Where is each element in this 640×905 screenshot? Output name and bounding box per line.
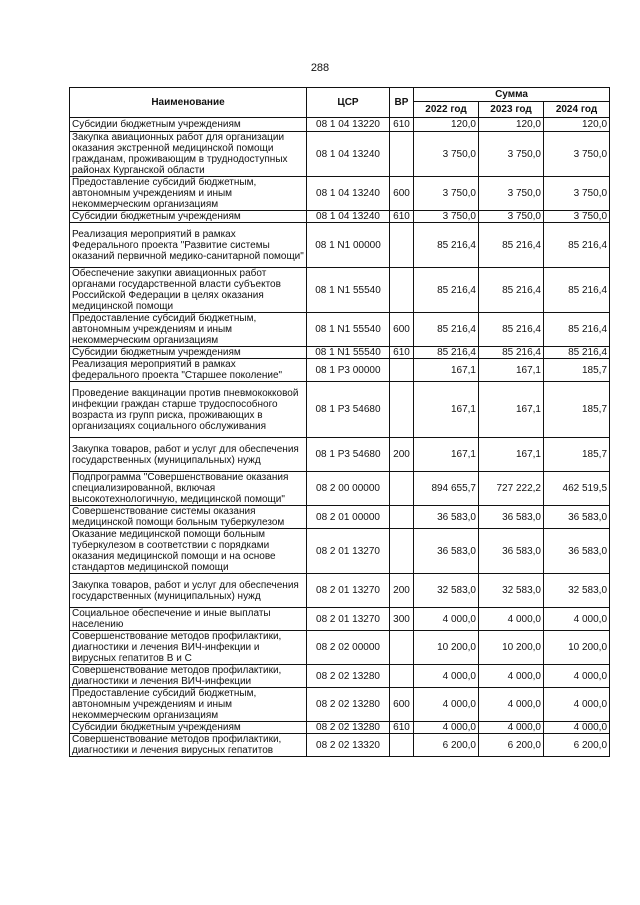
row-value-2023-cell: 3 750,0 bbox=[479, 211, 544, 223]
row-csr-cell: 08 1 N1 55540 bbox=[307, 268, 390, 313]
row-value-2023-cell: 3 750,0 bbox=[479, 177, 544, 211]
row-value-2022-cell: 85 216,4 bbox=[414, 313, 479, 347]
row-vr-cell bbox=[390, 268, 414, 313]
row-value-2024-cell: 3 750,0 bbox=[544, 211, 610, 223]
row-value-2022-cell: 3 750,0 bbox=[414, 132, 479, 177]
row-vr-cell bbox=[390, 359, 414, 382]
row-value-2022-cell: 167,1 bbox=[414, 359, 479, 382]
row-value-2022-cell: 32 583,0 bbox=[414, 574, 479, 608]
row-vr-cell bbox=[390, 223, 414, 268]
row-csr-cell: 08 1 04 13240 bbox=[307, 211, 390, 223]
row-value-2022-cell: 85 216,4 bbox=[414, 268, 479, 313]
table-row bbox=[70, 118, 610, 132]
header-name: Наименование bbox=[70, 88, 307, 118]
row-value-2023-cell: 85 216,4 bbox=[479, 347, 544, 359]
row-vr-cell bbox=[390, 665, 414, 688]
table-row bbox=[70, 177, 610, 211]
row-name-cell: Проведение вакцинации против пневмококковой инфекции граждан старше трудоспособного возраста из групп риска, проживающих в организациях социального обслуживания bbox=[70, 382, 307, 438]
header-vr: ВР bbox=[390, 88, 414, 118]
row-csr-cell: 08 2 02 13280 bbox=[307, 688, 390, 722]
row-csr-cell: 08 1 N1 00000 bbox=[307, 223, 390, 268]
row-value-2024-cell: 85 216,4 bbox=[544, 268, 610, 313]
table-row bbox=[70, 359, 610, 382]
row-value-2024-cell: 36 583,0 bbox=[544, 529, 610, 574]
table-row bbox=[70, 438, 610, 472]
row-value-2022-cell: 120,0 bbox=[414, 118, 479, 132]
row-csr-cell: 08 1 P3 54680 bbox=[307, 438, 390, 472]
row-csr-cell: 08 2 02 13280 bbox=[307, 665, 390, 688]
row-value-2024-cell: 3 750,0 bbox=[544, 177, 610, 211]
header-year-2024: 2024 год bbox=[544, 102, 610, 118]
table-row bbox=[70, 529, 610, 574]
page-number: 288 bbox=[310, 62, 330, 74]
row-value-2023-cell: 36 583,0 bbox=[479, 529, 544, 574]
row-name-cell: Подпрограмма "Совершенствование оказания специализированной, включая высокотехнологичную, медицинской помощи" bbox=[70, 472, 307, 506]
row-name-cell: Закупка товаров, работ и услуг для обеспечения государственных (муниципальных) нужд bbox=[70, 574, 307, 608]
row-csr-cell: 08 1 N1 55540 bbox=[307, 313, 390, 347]
row-value-2024-cell: 185,7 bbox=[544, 359, 610, 382]
row-value-2024-cell: 4 000,0 bbox=[544, 722, 610, 734]
row-vr-cell bbox=[390, 382, 414, 438]
row-value-2024-cell: 185,7 bbox=[544, 438, 610, 472]
row-value-2024-cell: 4 000,0 bbox=[544, 688, 610, 722]
row-vr-cell bbox=[390, 132, 414, 177]
table-row bbox=[70, 382, 610, 438]
row-csr-cell: 08 1 04 13220 bbox=[307, 118, 390, 132]
row-value-2022-cell: 10 200,0 bbox=[414, 631, 479, 665]
row-name-cell: Совершенствование методов профилактики, диагностики и лечения ВИЧ-инфекции bbox=[70, 665, 307, 688]
row-csr-cell: 08 1 04 13240 bbox=[307, 177, 390, 211]
row-value-2024-cell: 4 000,0 bbox=[544, 665, 610, 688]
row-csr-cell: 08 2 02 13280 bbox=[307, 722, 390, 734]
table-row bbox=[70, 313, 610, 347]
row-value-2022-cell: 3 750,0 bbox=[414, 177, 479, 211]
table-row bbox=[70, 223, 610, 268]
row-vr-cell bbox=[390, 734, 414, 757]
row-vr-cell bbox=[390, 472, 414, 506]
row-vr-cell: 610 bbox=[390, 722, 414, 734]
header-sum: Сумма bbox=[414, 88, 610, 102]
row-csr-cell: 08 2 01 13270 bbox=[307, 608, 390, 631]
row-name-cell: Субсидии бюджетным учреждениям bbox=[70, 118, 307, 132]
row-csr-cell: 08 2 00 00000 bbox=[307, 472, 390, 506]
row-name-cell: Совершенствование системы оказания медицинской помощи больным туберкулезом bbox=[70, 506, 307, 529]
row-value-2023-cell: 4 000,0 bbox=[479, 722, 544, 734]
row-name-cell: Предоставление субсидий бюджетным, автономным учреждениям и иным некоммерческим организациям bbox=[70, 177, 307, 211]
row-value-2022-cell: 4 000,0 bbox=[414, 688, 479, 722]
row-name-cell: Закупка товаров, работ и услуг для обеспечения государственных (муниципальных) нужд bbox=[70, 438, 307, 472]
row-value-2023-cell: 167,1 bbox=[479, 438, 544, 472]
row-value-2023-cell: 167,1 bbox=[479, 359, 544, 382]
table-row bbox=[70, 268, 610, 313]
row-csr-cell: 08 1 P3 54680 bbox=[307, 382, 390, 438]
row-csr-cell: 08 1 P3 00000 bbox=[307, 359, 390, 382]
row-value-2024-cell: 85 216,4 bbox=[544, 347, 610, 359]
row-value-2023-cell: 85 216,4 bbox=[479, 223, 544, 268]
header-year-2023: 2023 год bbox=[479, 102, 544, 118]
row-value-2023-cell: 4 000,0 bbox=[479, 688, 544, 722]
row-value-2023-cell: 85 216,4 bbox=[479, 313, 544, 347]
row-value-2023-cell: 85 216,4 bbox=[479, 268, 544, 313]
row-value-2024-cell: 36 583,0 bbox=[544, 506, 610, 529]
row-vr-cell: 600 bbox=[390, 313, 414, 347]
row-value-2024-cell: 185,7 bbox=[544, 382, 610, 438]
row-vr-cell: 610 bbox=[390, 211, 414, 223]
row-vr-cell: 600 bbox=[390, 688, 414, 722]
row-value-2024-cell: 32 583,0 bbox=[544, 574, 610, 608]
table-row bbox=[70, 722, 610, 734]
row-vr-cell: 200 bbox=[390, 574, 414, 608]
row-name-cell: Оказание медицинской помощи больным туберкулезом в соответствии с порядками оказания медицинской помощи и на основе стандартов медицинской помощи bbox=[70, 529, 307, 574]
row-csr-cell: 08 2 01 13270 bbox=[307, 529, 390, 574]
table-row bbox=[70, 608, 610, 631]
row-value-2024-cell: 3 750,0 bbox=[544, 132, 610, 177]
row-value-2024-cell: 85 216,4 bbox=[544, 223, 610, 268]
row-value-2023-cell: 4 000,0 bbox=[479, 608, 544, 631]
row-vr-cell: 600 bbox=[390, 177, 414, 211]
table-row bbox=[70, 574, 610, 608]
row-value-2022-cell: 85 216,4 bbox=[414, 347, 479, 359]
table-row bbox=[70, 688, 610, 722]
row-name-cell: Субсидии бюджетным учреждениям bbox=[70, 211, 307, 223]
row-name-cell: Закупка авиационных работ для организации оказания экстренной медицинской помощи гражданам, проживающим в труднодоступных районах Курганской области bbox=[70, 132, 307, 177]
row-value-2023-cell: 4 000,0 bbox=[479, 665, 544, 688]
row-name-cell: Субсидии бюджетным учреждениям bbox=[70, 347, 307, 359]
row-value-2022-cell: 167,1 bbox=[414, 438, 479, 472]
row-vr-cell bbox=[390, 529, 414, 574]
row-value-2022-cell: 6 200,0 bbox=[414, 734, 479, 757]
row-csr-cell: 08 2 01 13270 bbox=[307, 574, 390, 608]
row-value-2023-cell: 10 200,0 bbox=[479, 631, 544, 665]
row-vr-cell: 200 bbox=[390, 438, 414, 472]
row-name-cell: Обеспечение закупки авиационных работ органами государственной власти субъектов Российской Федерации в целях оказания медицинской помощи bbox=[70, 268, 307, 313]
row-value-2023-cell: 3 750,0 bbox=[479, 132, 544, 177]
row-value-2023-cell: 36 583,0 bbox=[479, 506, 544, 529]
table-row bbox=[70, 211, 610, 223]
row-value-2024-cell: 4 000,0 bbox=[544, 608, 610, 631]
row-name-cell: Совершенствование методов профилактики, диагностики и лечения ВИЧ-инфекции и вирусных гепатитов В и С bbox=[70, 631, 307, 665]
row-value-2023-cell: 6 200,0 bbox=[479, 734, 544, 757]
row-value-2022-cell: 894 655,7 bbox=[414, 472, 479, 506]
row-csr-cell: 08 2 01 00000 bbox=[307, 506, 390, 529]
row-value-2023-cell: 120,0 bbox=[479, 118, 544, 132]
table-body bbox=[70, 118, 610, 757]
row-value-2022-cell: 4 000,0 bbox=[414, 722, 479, 734]
row-name-cell: Предоставление субсидий бюджетным, автономным учреждениям и иным некоммерческим организациям bbox=[70, 688, 307, 722]
row-value-2022-cell: 167,1 bbox=[414, 382, 479, 438]
row-name-cell: Реализация мероприятий в рамках федерального проекта "Старшее поколение" bbox=[70, 359, 307, 382]
row-value-2022-cell: 85 216,4 bbox=[414, 223, 479, 268]
row-value-2023-cell: 32 583,0 bbox=[479, 574, 544, 608]
header-year-2022: 2022 год bbox=[414, 102, 479, 118]
table-row bbox=[70, 631, 610, 665]
row-vr-cell bbox=[390, 631, 414, 665]
row-value-2024-cell: 6 200,0 bbox=[544, 734, 610, 757]
header-csr: ЦСР bbox=[307, 88, 390, 118]
row-vr-cell: 610 bbox=[390, 118, 414, 132]
table-row bbox=[70, 506, 610, 529]
row-csr-cell: 08 2 02 00000 bbox=[307, 631, 390, 665]
row-name-cell: Субсидии бюджетным учреждениям bbox=[70, 722, 307, 734]
row-value-2022-cell: 36 583,0 bbox=[414, 529, 479, 574]
row-vr-cell: 610 bbox=[390, 347, 414, 359]
row-value-2022-cell: 3 750,0 bbox=[414, 211, 479, 223]
row-value-2024-cell: 462 519,5 bbox=[544, 472, 610, 506]
row-csr-cell: 08 1 N1 55540 bbox=[307, 347, 390, 359]
table-row bbox=[70, 132, 610, 177]
budget-table bbox=[69, 87, 610, 757]
row-vr-cell bbox=[390, 506, 414, 529]
row-value-2023-cell: 727 222,2 bbox=[479, 472, 544, 506]
row-vr-cell: 300 bbox=[390, 608, 414, 631]
row-value-2024-cell: 120,0 bbox=[544, 118, 610, 132]
table-row bbox=[70, 472, 610, 506]
row-name-cell: Социальное обеспечение и иные выплаты населению bbox=[70, 608, 307, 631]
row-value-2022-cell: 4 000,0 bbox=[414, 608, 479, 631]
row-value-2023-cell: 167,1 bbox=[479, 382, 544, 438]
row-csr-cell: 08 2 02 13320 bbox=[307, 734, 390, 757]
row-value-2022-cell: 36 583,0 bbox=[414, 506, 479, 529]
row-name-cell: Совершенствование методов профилактики, диагностики и лечения вирусных гепатитов bbox=[70, 734, 307, 757]
table-row bbox=[70, 665, 610, 688]
row-value-2022-cell: 4 000,0 bbox=[414, 665, 479, 688]
row-name-cell: Реализация мероприятий в рамках Федерального проекта "Развитие системы оказаний первичной медико-санитарной помощи" bbox=[70, 223, 307, 268]
row-csr-cell: 08 1 04 13240 bbox=[307, 132, 390, 177]
row-name-cell: Предоставление субсидий бюджетным, автономным учреждениям и иным некоммерческим организациям bbox=[70, 313, 307, 347]
row-value-2024-cell: 85 216,4 bbox=[544, 313, 610, 347]
row-value-2024-cell: 10 200,0 bbox=[544, 631, 610, 665]
table-row bbox=[70, 734, 610, 757]
table-row bbox=[70, 347, 610, 359]
